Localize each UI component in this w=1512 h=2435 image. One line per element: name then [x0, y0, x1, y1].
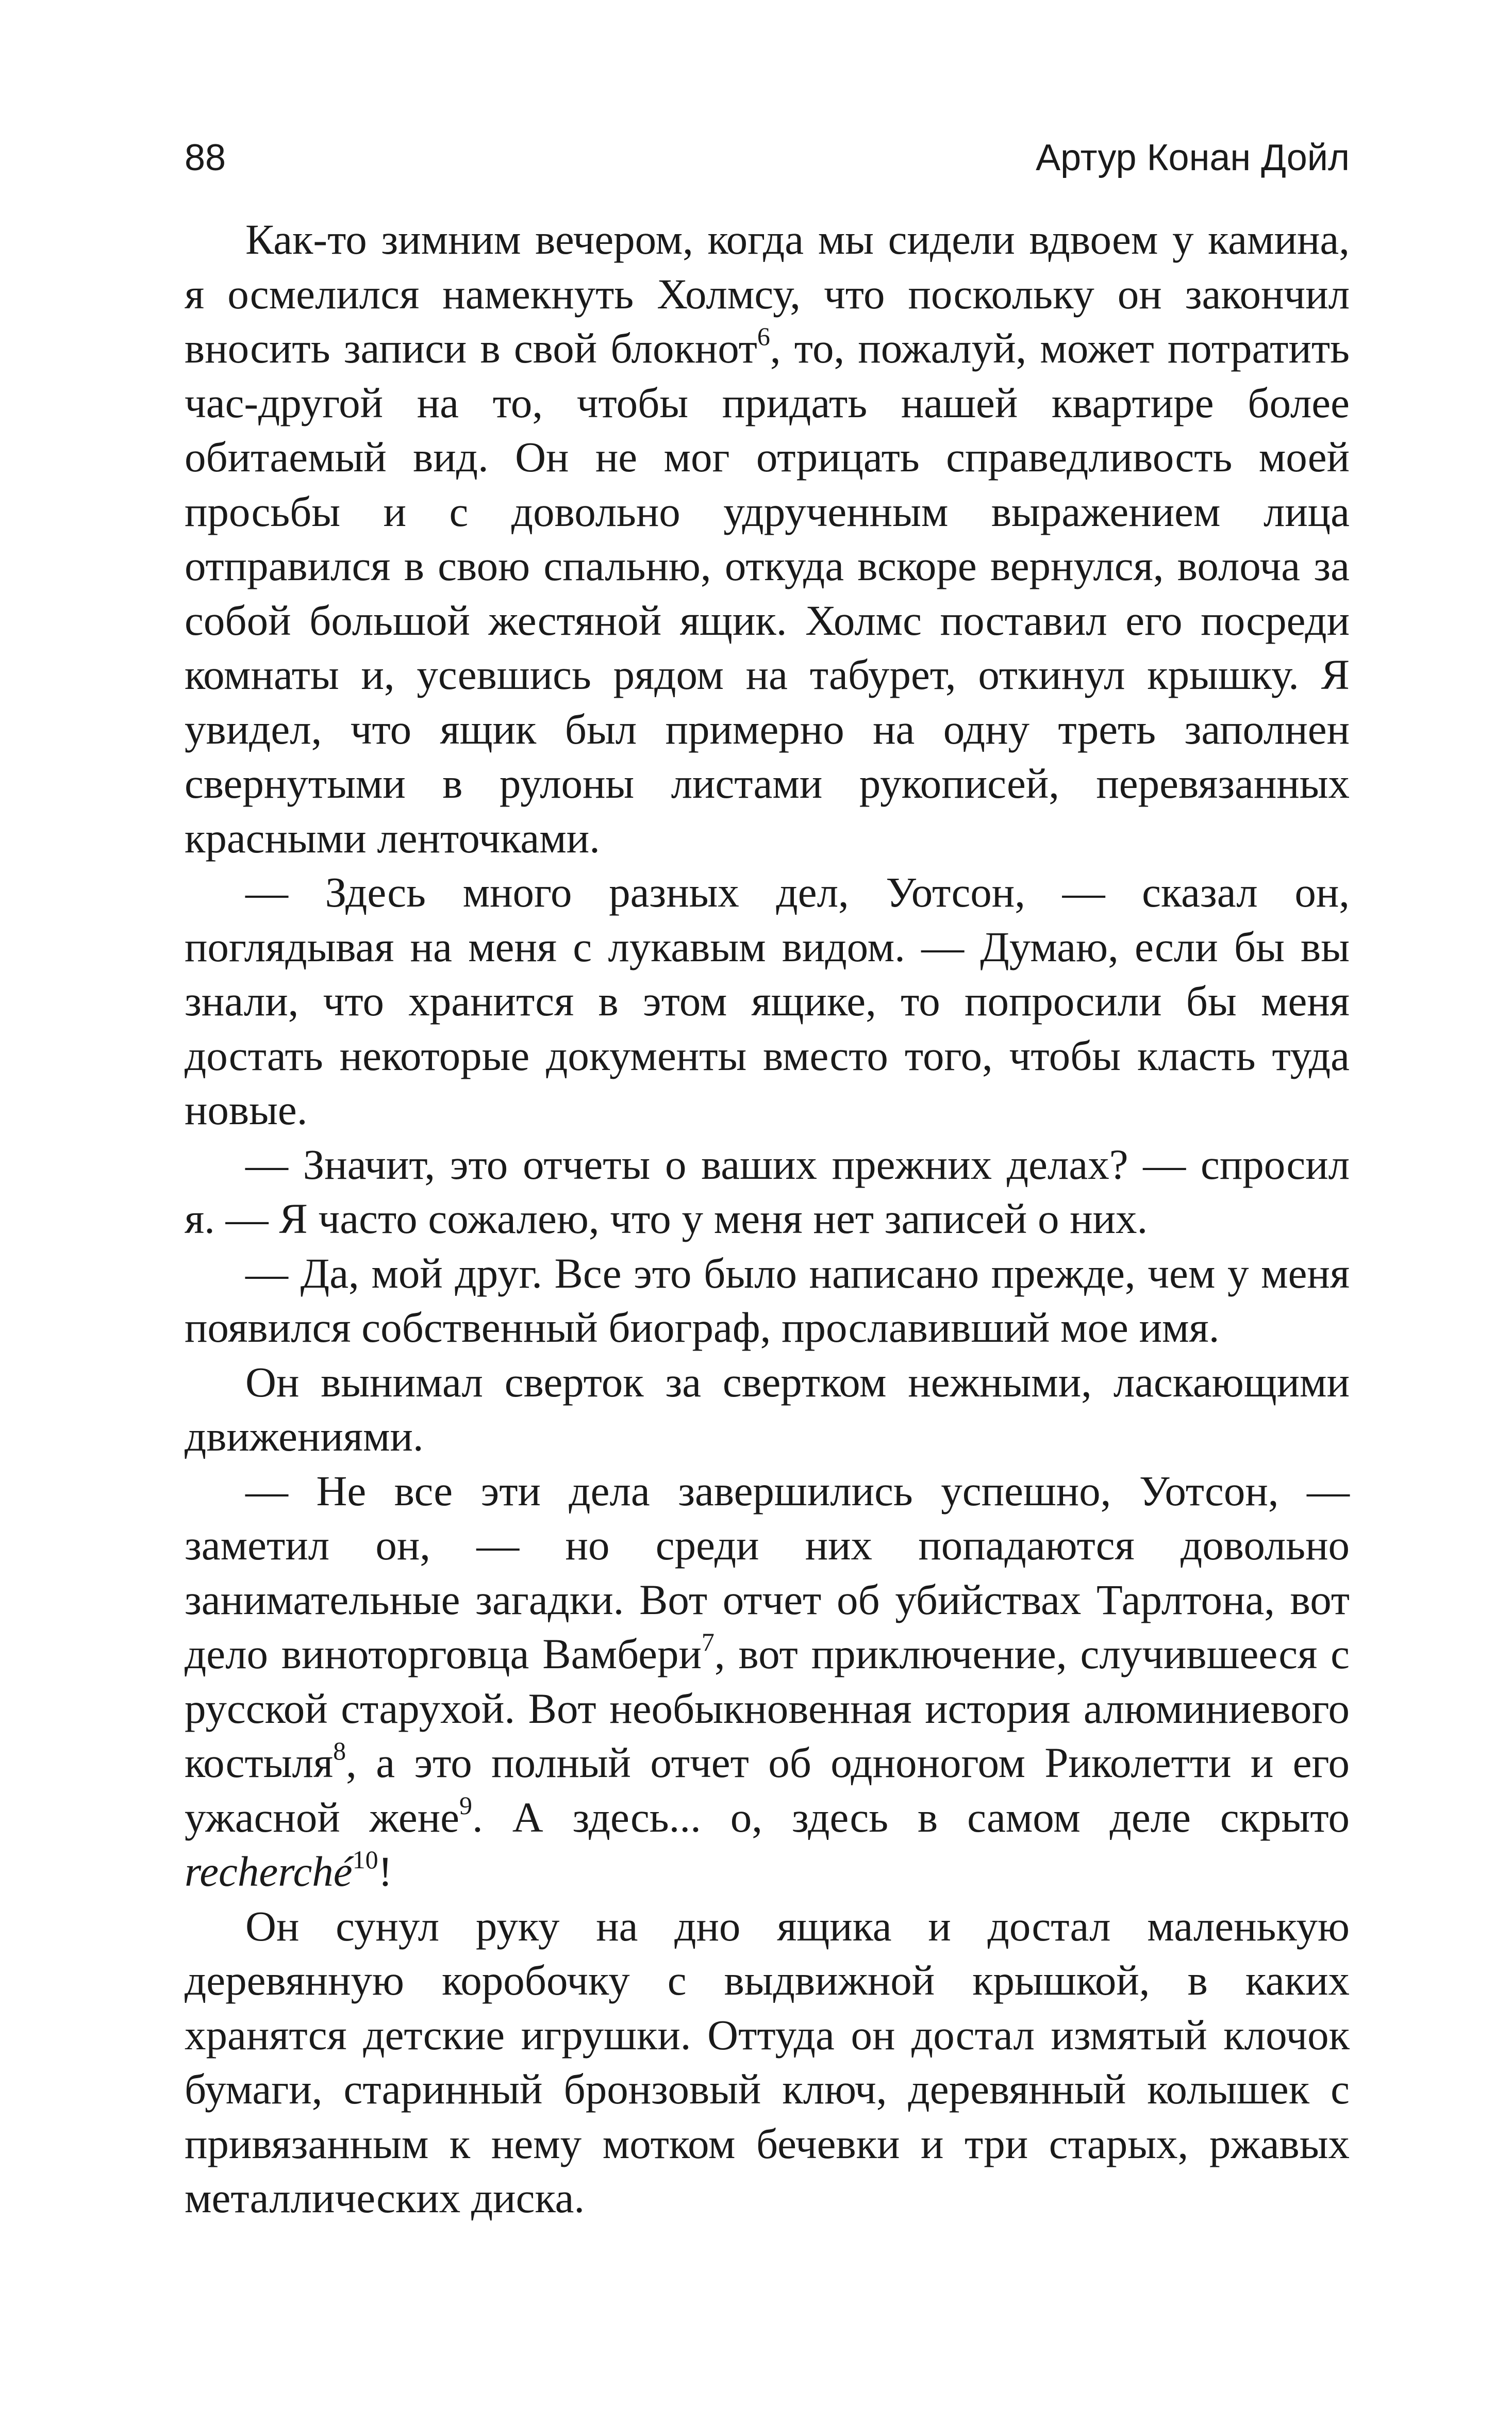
footnote-ref: 8 [333, 1736, 346, 1765]
running-title: Артур Конан Дойл [1036, 137, 1350, 178]
footnote-ref: 9 [459, 1790, 473, 1820]
page-header [185, 127, 1350, 189]
text-run: — Не все эти дела завершились успешно, Уотсон, — заметил он, — но среди них попадаются довольно занимательные загадки. Вот отчет об убийствах Тарлтона, вот дело виноторговца Вамбери [185, 1467, 1350, 1677]
paragraph: — Да, мой друг. Все это было написано прежде, чем у меня появился собственный биограф, прославивший мое имя. [185, 1249, 1350, 1351]
text-run: Как-то зимним вечером, когда мы сидели вдвоем у камина, я осмелился намекнуть Холмсу, что поскольку он закончил вносить записи в свой блокнот [185, 216, 1350, 372]
paragraph [185, 212, 1350, 865]
paragraph: — Значит, это отчеты о ваших прежних делах? — спросил я. — Я часто сожалею, что у меня нет записей о них. [185, 1140, 1350, 1242]
paragraph: Он вынимал сверток за свертком нежными, ласкающими движениями. [185, 1358, 1350, 1460]
italic-term: recherché [185, 1848, 353, 1895]
paragraph: — Здесь много разных дел, Уотсон, — сказал он, поглядывая на меня с лукавым видом. — Думаю, если бы вы знали, что хранится в этом ящике, то попросили бы меня достать некоторые документы вместо того, чтобы класть туда новые. [185, 868, 1350, 1133]
text-run: . А здесь... о, здесь в самом деле скрыто [472, 1793, 1350, 1841]
footnote-ref: 10 [352, 1845, 378, 1874]
body-text [185, 212, 1350, 2226]
paragraph [185, 1464, 1350, 1899]
paragraph: Он сунул руку на дно ящика и достал маленькую деревянную коробочку с выдвижной крышкой, в каких хранятся детские игрушки. Оттуда он достал измятый клочок бумаги, старинный бронзовый ключ, деревянный колышек с привязанным к нему мотком бечевки и три старых, ржавых металлических диска. [185, 1902, 1350, 2222]
footnote-ref: 7 [701, 1627, 715, 1656]
page-number: 88 [185, 137, 226, 178]
footnote-ref: 6 [757, 322, 770, 351]
text-run: , а это полный отчет об одноногом Риколетти и его ужасной жене [185, 1739, 1350, 1841]
text-run: , вот приключение, случившееся с русской старухой. Вот необыкновенная история алюминиевого костыля [185, 1630, 1350, 1786]
text-run: , то, пожалуй, может потратить час-другой на то, чтобы придать нашей квартире более обитаемый вид. Он не мог отрицать справедливость моей просьбы и с довольно удрученным выражением лица отправился в свою спальню, откуда вскоре вернулся, волоча за собой большой жестяной ящик. Холмс поставил его посреди комнаты и, усевшись рядом на табурет, откинул крышку. Я увидел, что ящик был примерно на одну треть заполнен свернутыми в рулоны листами рукописей, перевязанных красными ленточками. [185, 324, 1350, 862]
text-run: ! [378, 1848, 393, 1895]
